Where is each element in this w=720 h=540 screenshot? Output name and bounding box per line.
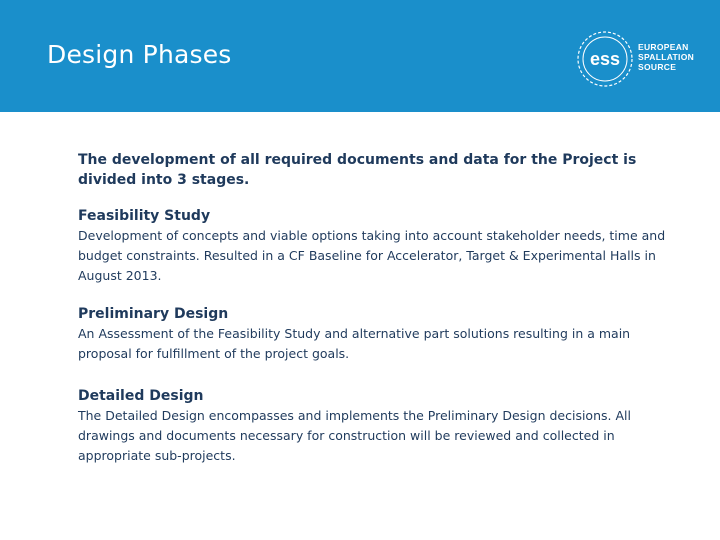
section-detailed-design — [78, 386, 668, 466]
section-heading: Feasibility Study — [78, 208, 211, 224]
section-body: Development of concepts and viable options taking into account stakeholder needs, time and budget constraints. Resulted in a CF Baseline for Accelerator, Target & Experimental Halls in August 2013. — [78, 228, 666, 283]
section-body: The Detailed Design encompasses and implements the Preliminary Design decisions. All drawings and documents necessary for construction will be reviewed and collected in appropriate sub-projects. — [78, 408, 631, 463]
section-heading: Preliminary Design — [78, 306, 229, 322]
section-preliminary-design — [78, 304, 668, 364]
logo-line: EUROPEAN — [638, 42, 689, 52]
section-feasibility-study — [78, 206, 668, 286]
logo-mark: ess — [589, 49, 621, 69]
slide-header — [0, 0, 720, 112]
ess-logo-icon — [574, 28, 636, 90]
slide-title: Design Phases — [47, 40, 232, 69]
intro-text: The development of all required documents and data for the Project is divided into 3 stages. — [78, 152, 637, 188]
logo-line: SPALLATION — [638, 52, 695, 62]
ess-logo — [574, 28, 694, 90]
logo-line: SOURCE — [638, 62, 677, 72]
logo-wordmark — [638, 42, 694, 72]
slide-content — [78, 150, 668, 466]
section-heading: Detailed Design — [78, 388, 204, 404]
section-body: An Assessment of the Feasibility Study and alternative part solutions resulting in a main proposal for fulfillment of the project goals. — [78, 326, 631, 361]
